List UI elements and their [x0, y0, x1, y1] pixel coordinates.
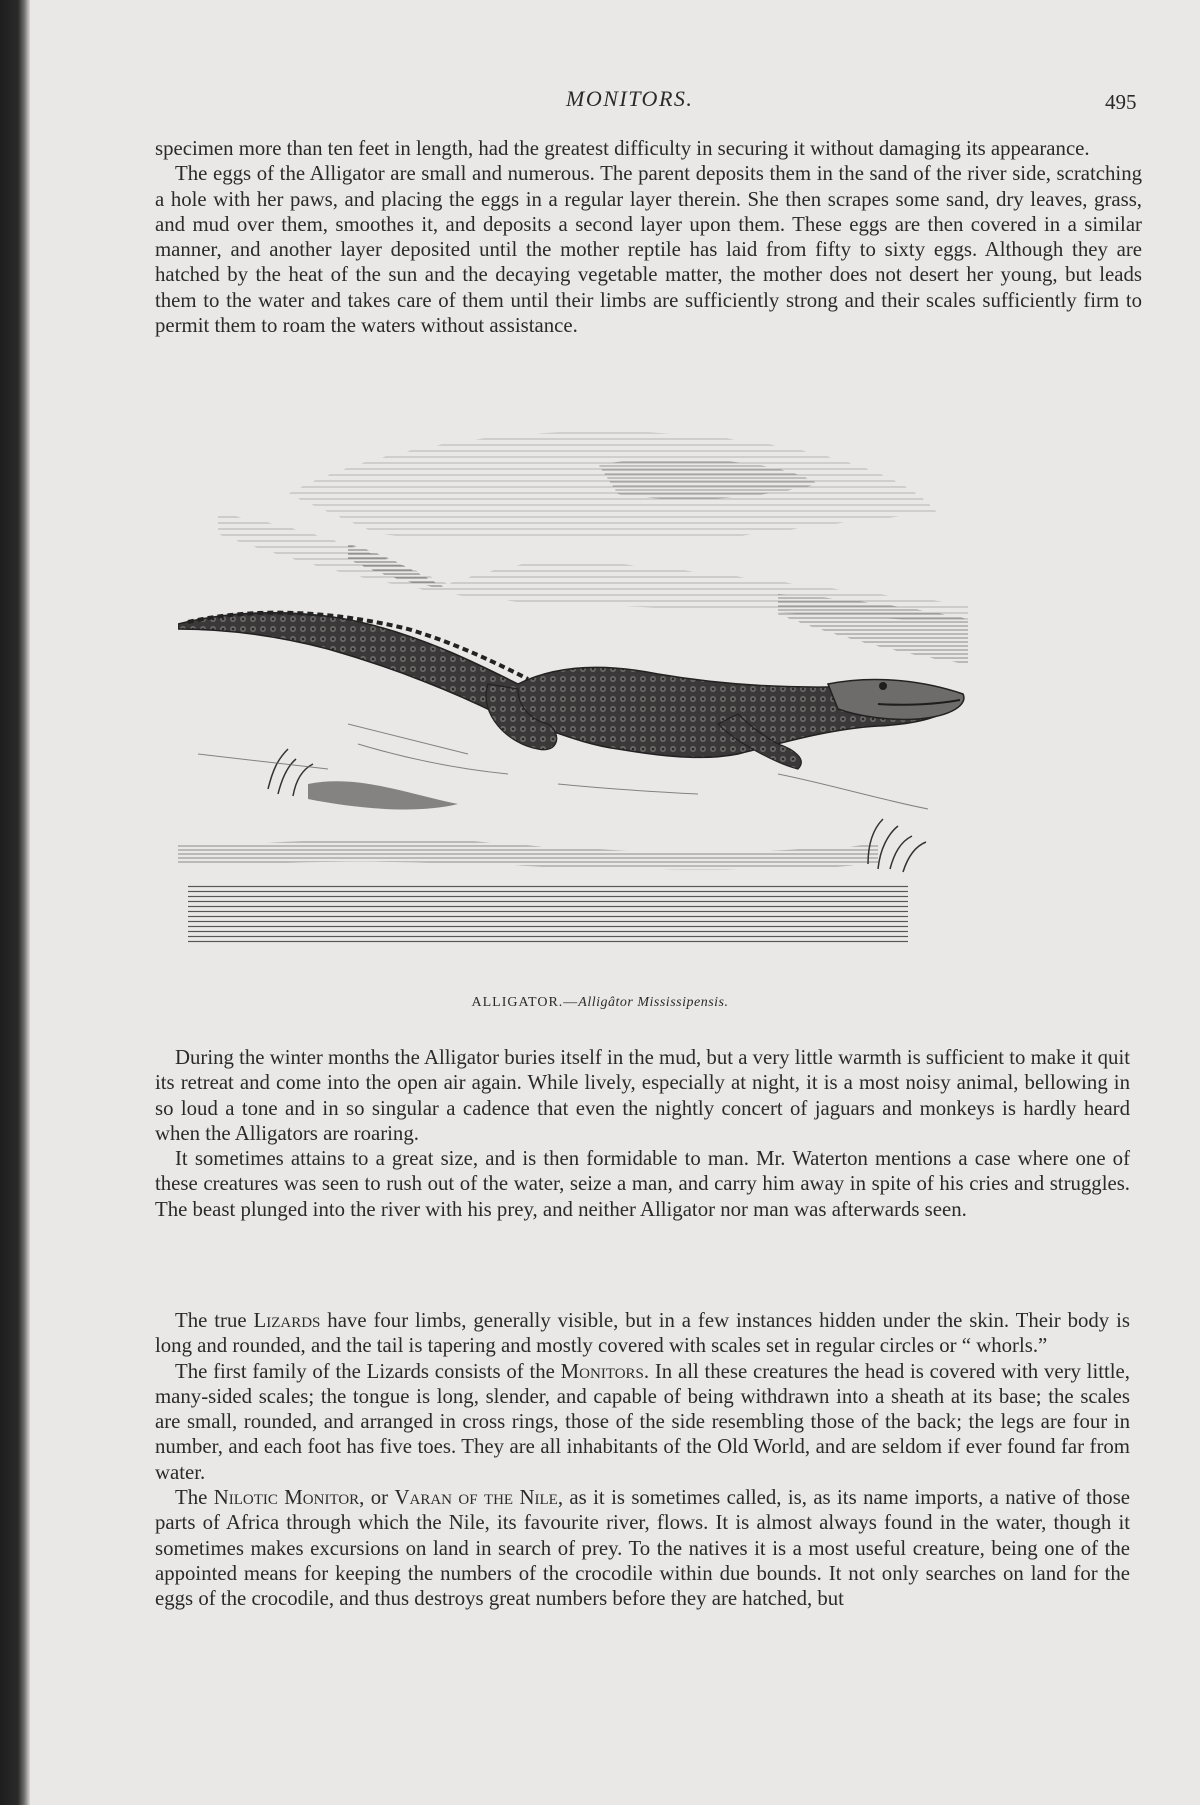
nilotic-lead: The: [175, 1486, 208, 1510]
caption-scientific-name: Alligâtor Mississipensis.: [578, 995, 729, 1010]
page-header: [0, 86, 1200, 116]
paragraph-eggs: The eggs of the Alligator are small and numerous. The parent deposits them in the sand of the river side, scratching a hole with her paws, and placing the eggs in a regular layer therein. She then scrapes some sand, dry leaves, grass, and mud over them, smoothes it, and deposits a second layer upon them. These eggs are then covered in a similar manner, and another layer deposited until the mother reptile has laid from fifty to sixty eggs. Although they are hatched by the heat of the sun and the decaying vegetable matter, the mother does not desert her young, but leads them to the water and takes care of them until their limbs are sufficiently strong and their scales sufficiently firm to permit them to roam the waters without assistance.: [155, 162, 1142, 338]
lizards-term: Lizards: [253, 1309, 321, 1332]
varan-term: Varan of the Nile,: [394, 1486, 564, 1510]
caption-common-name: ALLIGATOR.—: [471, 995, 579, 1010]
lizards-lead: The true: [175, 1309, 247, 1332]
lizards-rest: have four limbs, generally visible, but in a few instances hidden under the skin. Their body is long and rounded, and the tail is tapering and mostly covered with scales set in regular circles or “ whorls.”: [155, 1309, 1130, 1358]
nilotic-rest: as it is sometimes called, is, as its name imports, a native of those parts of Africa through which the Nile, its favourite river, flows. It is almost always found in the water, though it sometimes makes excursions on land in search of prey. To the natives it is a most useful creature, being one of the appointed means for keeping the numbers of the crocodile within due bounds. It not only searches on land for the eggs of the crocodile, and thus destroys great numbers before they are hatched, but: [155, 1486, 1131, 1611]
paragraph-size: It sometimes attains to a great size, and is then formidable to man. Mr. Waterton mentions a case where one of these creatures was seen to rush out of the water, seize a man, and carry him away in spite of his cries and struggles. The beast plunged into the river with his prey, and neither Alligator nor man was afterwards seen.: [155, 1147, 1130, 1221]
paragraph-nilotic-monitor: [155, 1485, 1130, 1611]
nilotic-mid: or: [370, 1486, 389, 1510]
monitors-rest: In all these creatures the head is covered with very little, many-sided scales; the tongue is long, slender, and capable of being withdrawn into a sheath at its base; the scales are small, rounded, and arranged in cross rings, those of the side resembling those of the back; the legs are four in number, and each foot has five toes. They are all inhabitants of the Old World, and are seldom if ever found far from water.: [155, 1359, 1130, 1484]
river-bank: [178, 840, 878, 870]
alligator-engraving: [178, 424, 1108, 969]
book-spine-edge: [0, 0, 30, 1805]
paragraph-lizards: [155, 1308, 1130, 1359]
text-block-bottom: [155, 1308, 1130, 1612]
text-block-top: [155, 136, 1142, 338]
text-block-middle: [155, 1045, 1130, 1222]
river-water: [188, 884, 908, 944]
paragraph-winter: During the winter months the Alligator buries itself in the mud, but a very little warmth is sufficient to make it quit its retreat and come into the open air again. While lively, especially at night, it is a most noisy animal, bellowing in so loud a tone and in so singular a cadence that even the nightly concert of jaguars and monkeys is hardly heard when the Alligators are roaring.: [155, 1046, 1130, 1145]
page-number: 495: [1105, 90, 1137, 114]
nilotic-term: Nilotic Monitor,: [213, 1486, 365, 1510]
figure-caption: [0, 995, 1200, 1011]
alligator-illustration-icon: [178, 424, 1108, 969]
paragraph-monitors: [155, 1359, 1130, 1485]
paragraph-continued: specimen more than ten feet in length, had the greatest difficulty in securing it without damaging its appearance.: [155, 137, 1090, 160]
running-title: MONITORS.: [566, 86, 694, 111]
monitors-term: Monitors.: [560, 1359, 650, 1383]
monitors-lead: The first family of the Lizards consists of the: [175, 1359, 555, 1383]
